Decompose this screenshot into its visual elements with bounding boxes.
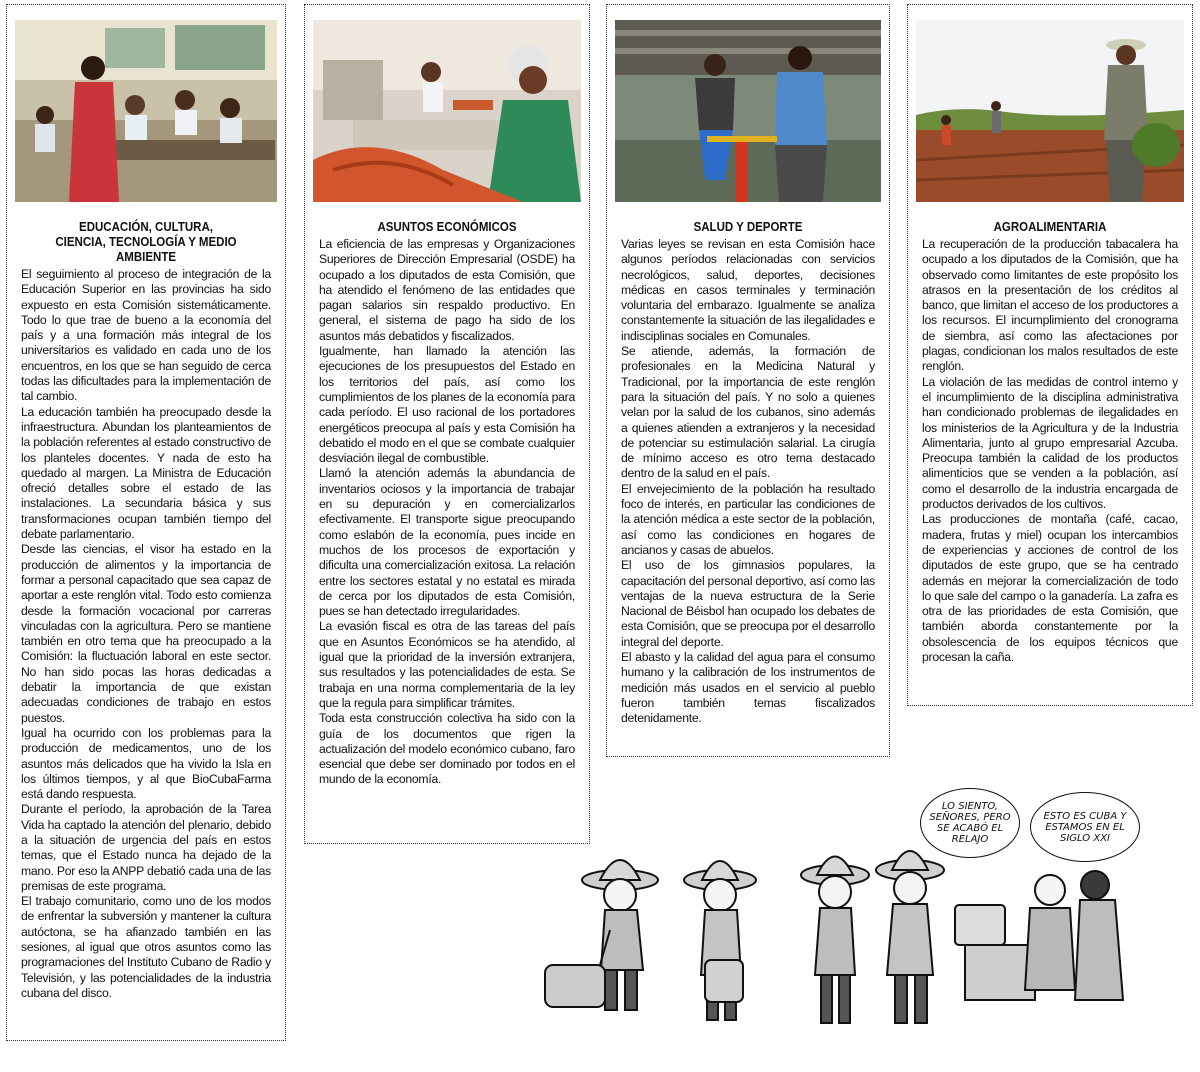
paragraph: El abasto y la calidad del agua para el consumo humano y la calibración de los instrumentos de medición más usados en el servicio al pueblo fueron también temas fiscalizados detenidamente. — [621, 650, 875, 726]
paragraph: Las producciones de montaña (café, cacao, madera, frutas y miel) ocupan los intercambios de experiencias y acciones de control de los diputados de este grupo, que se ha centrado además en mejorar la comercialización de todo lo que sale del campo o la ganadería. La zafra es otra de las prioridades de esta Comisión, que también aborda constantemente por la obsolescencia de los equipos técnicos que procesan la caña. — [922, 512, 1178, 665]
paragraph: Varias leyes se revisan en esta Comisión hace algunos períodos relacionadas con servicios necrológicos, salud, deportes, decisiones médicas en casos terminales y terminación voluntaria del embarazo. Igualmente se analiza constantemente la situación de las ilegalidades e indisciplinas sociales en Comunales. — [621, 237, 875, 343]
paragraph: Se atiende, además, la formación de profesionales en la Medicina Natural y Tradicional, por la importancia de este renglón para la situación del país. Y no solo a quienes velan por la salud de los cubanos, sino además a quienes atienden a extranjeros y la necesidad de potenciar su estimulación salarial. La cirugía de mínimo acceso es otro tema destacado dentro de la salud en el país. — [621, 344, 875, 481]
section-title: EDUCACIÓN, CULTURA, CIENCIA, TECNOLOGÍA Y MEDIO AMBIENTE — [55, 220, 237, 264]
column-salud — [606, 4, 890, 757]
section-title: AGROALIMENTARIA — [993, 220, 1107, 234]
section-salud — [621, 220, 875, 727]
paragraph: Llamó la atención además la abundancia de inventarios ociosos y la importancia de trabajar en su depuración y en comercializarlos efectivamente. El transporte sigue preocupando como eslabón de la economía, pues incide en muchos de los procesos de exportación y dificulta una comercialización exitosa. La relación entre los sectores estatal y no estatal es mirada de cerca por los diputados de esta Comisión, pues se han detectado irregularidades. — [319, 466, 575, 619]
column-educacion — [6, 4, 286, 1041]
tobacco-field-photo — [916, 20, 1184, 202]
classroom-photo — [15, 20, 277, 202]
factory-workers-photo — [313, 20, 581, 202]
paragraph: Toda esta construcción colectiva ha sido con la guía de los documentos que rigen la actualización del modelo económico cubano, faro esencial que debe ser dominado por todos en el mundo de la economía. — [319, 711, 575, 787]
cartoon-conquistadors-illustration — [525, 770, 1195, 1060]
paragraph: La recuperación de la producción tabacalera ha ocupado a los diputados de la Comisión, que ha observado como limitantes de este propósito los atrasos en la presentación de los créditos al banco, que limitan el acceso de los productores a los recursos. El incumplimiento del cronograma de siembra, así como las afectaciones por plagas, condicionan los malos resultados de este renglón. — [922, 237, 1178, 374]
column-economicos — [304, 4, 590, 844]
section-title: ASUNTOS ECONÓMICOS — [377, 220, 517, 234]
paragraph: La educación también ha preocupado desde la infraestructura. Abundan los planteamientos de la población referentes al estado constructivo de los planteles docentes. Y nada de esto ha quedado al margen. La Ministra de Educación ofreció detalles sobre el estado de las instalaciones. La secundaria básica y sus transformaciones ocupan también tiempo del debate parlamentario. — [21, 404, 271, 542]
paragraph: La evasión fiscal es otra de las tareas del país que en Asuntos Económicos se ha atendido, al igual que la prioridad de la inversión extranjera, sus resultados y las potencialidades de esta. Se trabaja en una norma complementaria de la ley que la regula para simplificar trámites. — [319, 619, 575, 710]
section-title: SALUD Y DEPORTE — [693, 220, 803, 234]
section-agro — [922, 220, 1178, 665]
speech-bubble-right: ESTO ES CUBA Y ESTAMOS EN EL SIGLO XXI — [1030, 792, 1140, 862]
section-educacion — [21, 220, 271, 1001]
paragraph: El uso de los gimnasios populares, la capacitación del personal deportivo, así como las ventajas de la nueva estructura de la Serie Nacional de Béisbol han ocupado los debates de esta Comisión, que se preocupa por el desarrollo integral del deporte. — [621, 558, 875, 649]
paragraph: Durante el período, la aprobación de la Tarea Vida ha captado la atención del plenario, debido a la situación de urgencia del país en estos temas, que el Estado nunca ha dejado de la mano. Por eso la ANPP debatió cada una de las premisas de este programa. — [21, 802, 271, 893]
paragraph: El trabajo comunitario, como uno de los modos de enfrentar la subversión y mantener la cultura autóctona, se ha afianzado también en las sesiones, al igual que otros asuntos como las programaciones del Instituto Cubano de Radio y Televisión, y las potencialidades de la industria cubana del disco. — [21, 894, 271, 1000]
paragraph: La eficiencia de las empresas y Organizaciones Superiores de Dirección Empresarial (OSDE) ha ocupado a los diputados de esta Comisión, que ha atendido el fenómeno de las entidades que pagan salarios sin respaldo productivo. En general, el sistema de pago ha sido de los asuntos más debatidos y fiscalizados. — [319, 237, 575, 343]
paragraph: El envejecimiento de la población ha resultado foco de interés, en particular las condiciones de la atención médica a este sector de la población, así como las condiciones en hogares de ancianos y casas de abuelos. — [621, 481, 875, 557]
gym-photo — [615, 20, 881, 202]
paragraph: Igualmente, han llamado la atención las ejecuciones de los presupuestos del Estado en los territorios del país, así como los cumplimientos de los planes de la economía para cada período. El uso racional de los portadores energéticos preocupa al país y esta Comisión ha debatido el modo en el que se combate cualquier desviación ilegal de combustible. — [319, 344, 575, 466]
paragraph: Desde las ciencias, el visor ha estado en la producción de alimentos y la importancia de formar a personal capacitado que sea capaz de aportar a este renglón vital. Todo esto comienza desde la formación vocacional por carreras vinculadas con la agricultura. Pero se mantiene también en otro tema que ha preocupado a la Comisión: la fluctuación laboral en este sector. No han sido pocas las horas dedicadas a debatir la importancia de que existan adecuadas condiciones de trabajo en estos puestos. — [21, 542, 271, 725]
paragraph: El seguimiento al proceso de integración de la Educación Superior en las provincias ha sido expuesto en esta Comisión sistemáticamente. Todo lo que trae de bueno a la economía del país y a una formación más integral de los universitarios es validado en cada uno de los encuentros, en los que se han seguido de cerca todas las dificultades para la implementación de tal cambio. — [21, 267, 271, 404]
column-agro — [907, 4, 1193, 706]
paragraph: La violación de las medidas de control interno y el incumplimiento de la disciplina administrativa han condicionado problemas de ilegalidades en los ministerios de la Agricultura y de la Industria Alimentaria, junto al grupo empresarial Azcuba. Preocupa también la calidad de los productos alimenticios que se venden a la población, así como el desarrollo de la industria encargada de productos derivados de los cultivos. — [922, 374, 1178, 512]
paragraph: Igual ha ocurrido con los problemas para la producción de medicamentos, uno de los asuntos más delicados que ha vivido la Isla en los últimos tiempos, y al que BioCubaFarma está dando respuesta. — [21, 725, 271, 802]
speech-bubble-left: LO SIENTO, SEÑORES, PERO SE ACABÓ EL RELAJO — [920, 788, 1020, 858]
section-economicos — [319, 220, 575, 788]
